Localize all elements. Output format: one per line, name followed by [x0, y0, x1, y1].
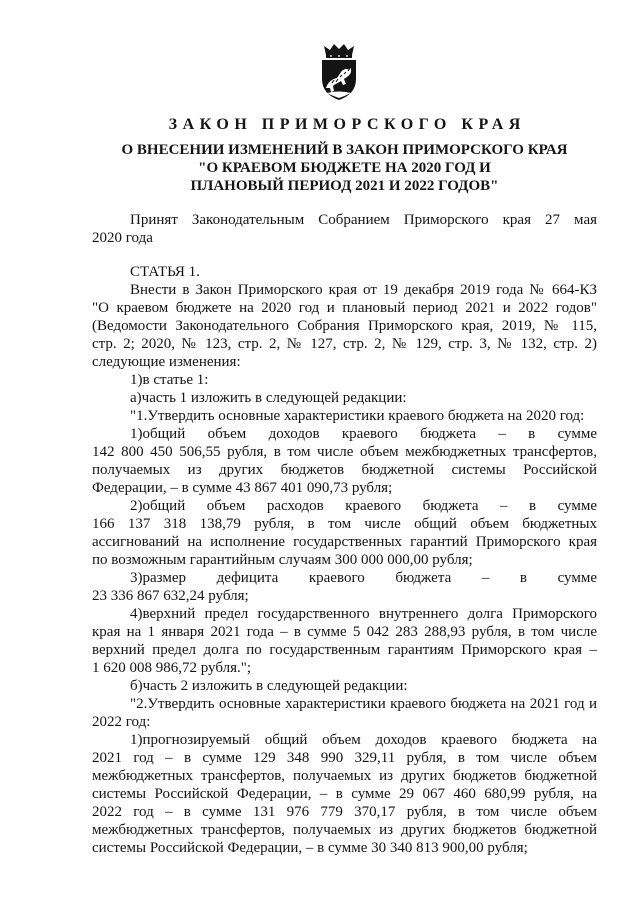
adoption-note: [92, 211, 597, 247]
paragraph-revenues-2020: [92, 425, 597, 497]
text-line: 23 336 867 632,24 рубля;: [92, 588, 249, 604]
law-subtitle-line: О ВНЕСЕНИИ ИЗМЕНЕНИЙ В ЗАКОН ПРИМОРСКОГО КРАЯ: [121, 142, 568, 158]
text-line: 166 137 318 138,79 рубля, в том числе общий объем бюджетных: [92, 516, 597, 532]
text-line: 2020 года: [92, 230, 153, 246]
text-line: "1.Утвердить основные характеристики краевого бюджета на 2020 год:: [130, 408, 585, 424]
text-line: "О краевом бюджете на 2020 год и плановый период 2021 и 2022 годов": [92, 300, 597, 316]
text-line: 4)верхний предел государственного внутреннего долга Приморского: [130, 606, 597, 622]
text-line: 1)в статье 1:: [130, 372, 209, 388]
text-line: б)часть 2 изложить в следующей редакции:: [130, 678, 408, 694]
text-line: края на 1 января 2021 года – в сумме 5 042 283 288,93 рубля, в том числе: [92, 624, 597, 640]
text-line: Принят Законодательным Собранием Приморского края 27 мая: [130, 212, 597, 228]
text-line: 2)общий объем расходов краевого бюджета – в сумме: [130, 498, 597, 514]
text-line: межбюджетных трансфертов, получаемых из других бюджетов бюджетной: [92, 768, 597, 784]
law-subtitle: [92, 141, 597, 195]
text-line: получаемых из других бюджетов бюджетной системы Российской: [92, 462, 597, 478]
paragraph-deficit-2020: [92, 569, 597, 605]
law-title: ЗАКОН ПРИМОРСКОГО КРАЯ: [168, 116, 526, 133]
text-line: 2021 год – в сумме 129 348 990 329,11 рубля, в том числе объем: [92, 750, 597, 766]
paragraph-part-2-heading: [92, 695, 597, 731]
coat-of-arms-icon: [317, 43, 361, 101]
text-line: 1)прогнозируемый общий объем доходов краевого бюджета на: [130, 732, 597, 748]
paragraph-subitem-a: [92, 389, 597, 407]
paragraph-subitem-b: [92, 677, 597, 695]
paragraph-expenditures-2020: [92, 497, 597, 569]
paragraph-part-1-heading: [92, 407, 597, 425]
paragraph-amendment-intro: [92, 281, 597, 371]
text-line: по возможным гарантийным случаям 300 000 000,00 рубля;: [92, 552, 473, 568]
paragraph-item-1: [92, 371, 597, 389]
text-line: стр. 2; 2020, № 123, стр. 2, № 127, стр. 2, № 129, стр. 3, № 132, стр. 2): [92, 336, 597, 352]
text-line: межбюджетных трансфертов, получаемых из других бюджетов бюджетной: [92, 822, 597, 838]
text-line: верхний предел долга по государственным гарантиям Приморского края –: [92, 642, 597, 658]
text-line: 3)размер дефицита краевого бюджета – в сумме: [130, 570, 597, 586]
text-line: 142 800 450 506,55 рубля, в том числе объем межбюджетных трансфертов,: [92, 444, 597, 460]
paragraph-debt-limit-2021: [92, 605, 597, 677]
text-line: системы Российской Федерации, – в сумме 30 340 813 900,00 рубля;: [92, 840, 528, 856]
text-line: (Ведомости Законодательного Собрания Приморского края, 2019, № 115,: [92, 318, 597, 334]
law-subtitle-line: "О КРАЕВОМ БЮДЖЕТЕ НА 2020 ГОД И: [198, 160, 491, 176]
text-line: 2022 год – в сумме 131 976 779 370,17 рубля, в том числе объем: [92, 804, 597, 820]
text-line: Внести в Закон Приморского края от 19 декабря 2019 года № 664-КЗ: [130, 282, 597, 298]
text-line: 1)общий объем доходов краевого бюджета – в сумме: [130, 426, 597, 442]
text-line: системы Российской Федерации, – в сумме 29 067 460 680,99 рубля, на: [92, 786, 597, 802]
text-line: Федерации, – в сумме 43 867 401 090,73 рубля;: [92, 480, 393, 496]
text-line: следующие изменения:: [92, 354, 241, 370]
text-line: ассигнований на исполнение государственных гарантий Приморского края: [92, 534, 597, 550]
text-line: 2022 год:: [92, 714, 151, 730]
text-line: "2.Утвердить основные характеристики краевого бюджета на 2021 год и: [130, 696, 597, 712]
article-body: [92, 263, 597, 857]
law-subtitle-line: ПЛАНОВЫЙ ПЕРИОД 2021 И 2022 ГОДОВ": [190, 178, 499, 194]
paragraph-revenues-2021-2022: [92, 731, 597, 857]
text-line: а)часть 1 изложить в следующей редакции:: [130, 390, 407, 406]
text-line: 1 620 008 986,72 рубля.";: [92, 660, 252, 676]
article-heading: СТАТЬЯ 1.: [130, 264, 200, 280]
